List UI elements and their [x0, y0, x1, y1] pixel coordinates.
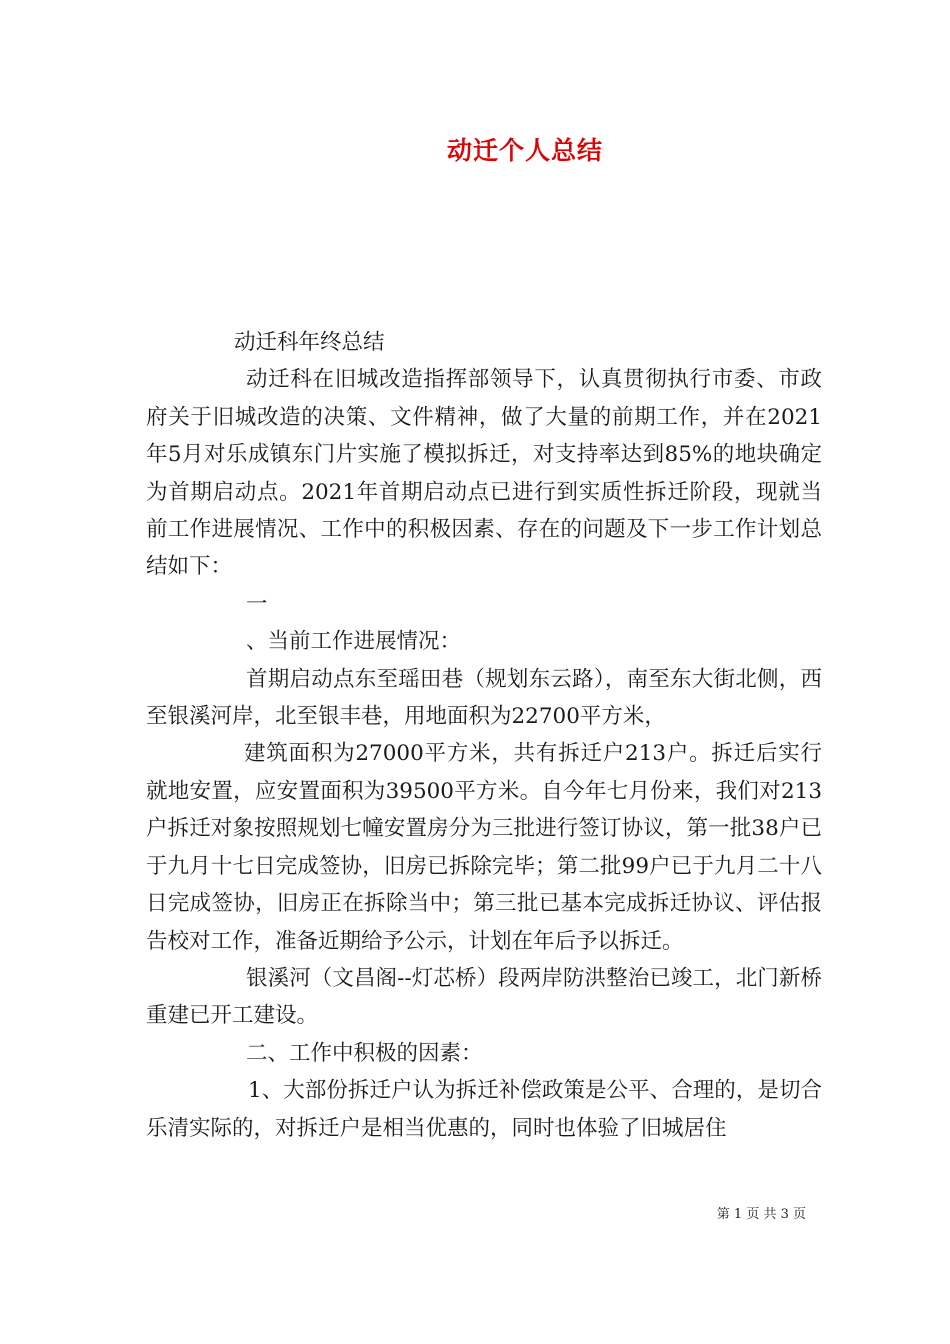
document-title: 动迁个人总结 — [446, 136, 603, 165]
paragraph-intro: 动迁科在旧城改造指挥部领导下，认真贯彻执行市委、市政府关于旧城改造的决策、文件精神，做了大量的前期工作，并在2021年5月对乐成镇东门片实施了模拟拆迁，对支持率达到85%的地块确定为首期启动点。2021年首期启动点已进行到实质性拆迁阶段，现就当前工作进展情况、工作中的积极因素、存在的问题及下一步工作计划总结如下： — [146, 367, 822, 580]
paragraph-area: 建筑面积为27000平方米，共有拆迁户213户。拆迁后实行就地安置，应安置面积为39500平方米。自今年七月份来，我们对213户拆迁对象按照规划七幢安置房分为三批进行签订协议，第一批38户已于九月十七日完成签协，旧房已拆除完毕；第二批99户已于九月二十八日完成签协，旧房正在拆除当中；第三批已基本完成拆迁协议、评估报告校对工作，准备近期给予公示，计划在年后予以拆迁。 — [146, 741, 822, 954]
paragraph-location: 首期启动点东至瑶田巷（规划东云路），南至东大街北侧，西至银溪河岸，北至银丰巷，用地面积为22700平方米， — [146, 666, 822, 730]
paragraph-factor-1: 1、大部份拆迁户认为拆迁补偿政策是公平、合理的，是切合乐清实际的，对拆迁户是相当优惠的，同时也体验了旧城居住 — [146, 1078, 822, 1141]
document-body — [146, 324, 822, 1147]
list-number: 一 — [246, 591, 268, 617]
section-heading-factors: 二、工作中积极的因素： — [246, 1040, 483, 1066]
paragraph-river: 银溪河（文昌阁--灯芯桥）段两岸防洪整治已竣工，北门新桥重建已开工建设。 — [146, 965, 822, 1029]
page-footer: 第 1 页 共 3 页 — [716, 1207, 806, 1222]
section-heading-progress: 、当前工作进展情况： — [246, 629, 462, 655]
section-heading: 动迁科年终总结 — [234, 330, 385, 355]
